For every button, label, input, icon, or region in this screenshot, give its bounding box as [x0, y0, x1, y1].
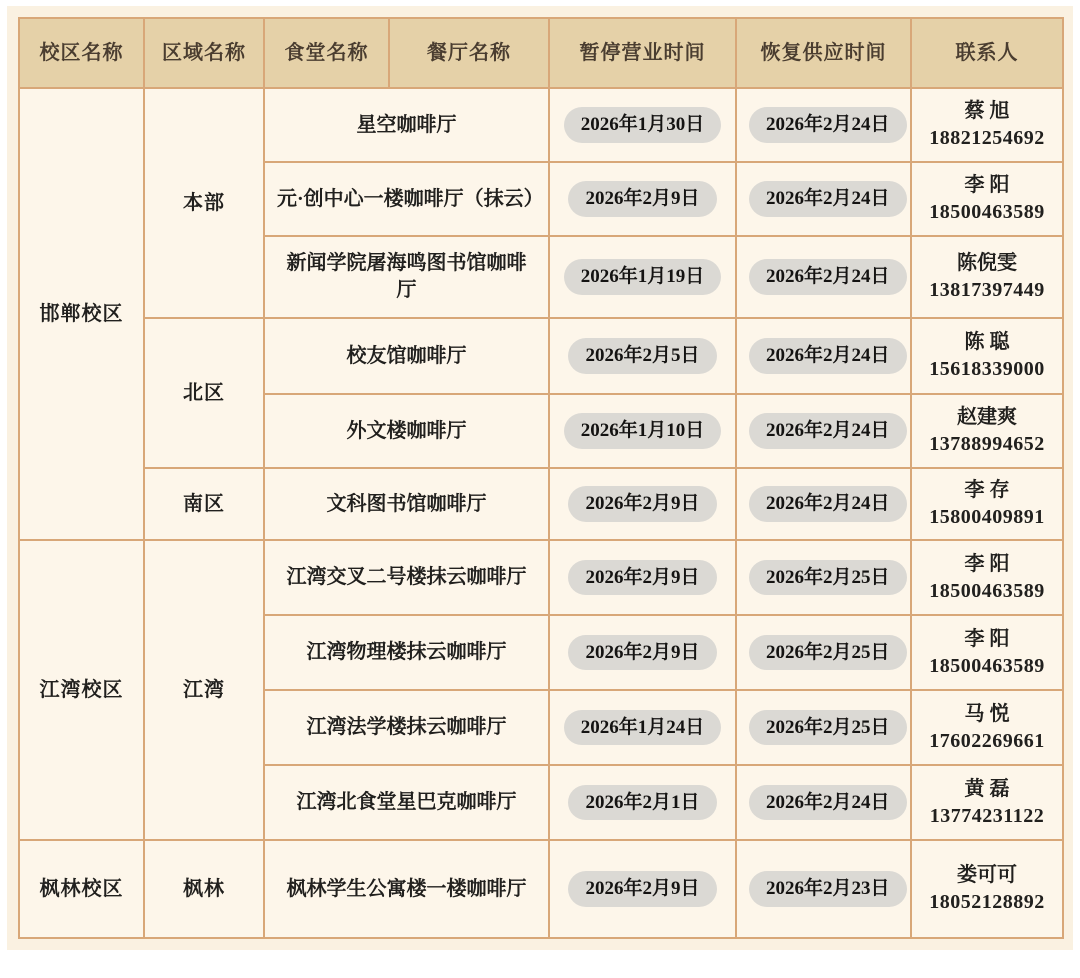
- table-row: [19, 468, 1063, 540]
- suspend-date-cell: [549, 765, 736, 840]
- campus-cell-fenglin: 枫林校区: [19, 840, 144, 938]
- suspend-date-badge: 2026年1月24日: [564, 710, 722, 746]
- contact-phone: 13817397449: [929, 279, 1045, 301]
- contact-name: 李 阳: [964, 627, 1010, 650]
- suspend-date-badge: 2026年2月9日: [568, 560, 716, 596]
- suspend-date-badge: 2026年2月9日: [568, 635, 716, 671]
- resume-date-cell: [736, 690, 911, 765]
- header-restaurant-name: 餐厅名称: [389, 18, 549, 88]
- area-cell-beiqu: 北区: [144, 318, 264, 468]
- resume-date-badge: 2026年2月24日: [749, 486, 907, 522]
- contact-cell: [911, 394, 1063, 468]
- table-row: [19, 540, 1063, 615]
- campus-cell-handan: 邯郸校区: [19, 88, 144, 540]
- resume-date-cell: [736, 615, 911, 690]
- resume-date-badge: 2026年2月23日: [749, 871, 907, 907]
- contact-name: 赵建爽: [957, 406, 1017, 428]
- suspend-date-badge: 2026年2月9日: [568, 486, 716, 522]
- resume-date-cell: [736, 840, 911, 938]
- area-cell-fenglin: 枫林: [144, 840, 264, 938]
- contact-phone: 17602269661: [929, 729, 1045, 752]
- area-cell-jiangwan: 江湾: [144, 540, 264, 840]
- table-row: [19, 840, 1063, 938]
- area-cell-benbu: 本部: [144, 88, 264, 318]
- contact-name: 陈 聪: [964, 331, 1010, 353]
- contact-cell: [911, 88, 1063, 162]
- contact-phone: 15618339000: [929, 358, 1045, 380]
- contact-name: 陈倪雯: [957, 252, 1017, 274]
- suspend-date-cell: [549, 236, 736, 318]
- contact-phone: 13774231122: [929, 804, 1045, 827]
- resume-date-badge: 2026年2月24日: [749, 181, 907, 217]
- contact-cell: [911, 615, 1063, 690]
- campus-cell-jiangwan: 江湾校区: [19, 540, 144, 840]
- area-cell-nanqu: 南区: [144, 468, 264, 540]
- resume-date-badge: 2026年2月25日: [749, 635, 907, 671]
- contact-cell: [911, 468, 1063, 540]
- contact-phone: 18500463589: [929, 201, 1045, 223]
- header-row: [19, 18, 1063, 88]
- contact-cell: [911, 236, 1063, 318]
- resume-date-cell: [736, 88, 911, 162]
- table-row: [19, 318, 1063, 394]
- suspend-date-badge: 2026年2月5日: [568, 338, 716, 374]
- resume-date-badge: 2026年2月24日: [749, 338, 907, 374]
- resume-date-badge: 2026年2月25日: [749, 560, 907, 596]
- restaurant-cell: 星空咖啡厅: [264, 88, 549, 162]
- suspend-date-badge: 2026年1月30日: [564, 107, 722, 143]
- restaurant-cell: 江湾北食堂星巴克咖啡厅: [264, 765, 549, 840]
- restaurant-cell: 文科图书馆咖啡厅: [264, 468, 549, 540]
- suspend-date-cell: [549, 162, 736, 236]
- resume-date-cell: [736, 162, 911, 236]
- suspend-date-cell: [549, 615, 736, 690]
- contact-name: 李 阳: [964, 174, 1010, 196]
- restaurant-cell: 校友馆咖啡厅: [264, 318, 549, 394]
- restaurant-cell: 江湾交叉二号楼抹云咖啡厅: [264, 540, 549, 615]
- suspend-date-badge: 2026年1月10日: [564, 413, 722, 449]
- contact-name: 娄可可: [957, 864, 1017, 886]
- suspend-date-cell: [549, 394, 736, 468]
- contact-cell: [911, 162, 1063, 236]
- contact-name: 李 存: [964, 479, 1010, 501]
- suspend-date-badge: 2026年2月9日: [568, 181, 716, 217]
- contact-name: 马 悦: [964, 702, 1010, 725]
- restaurant-cell: 新闻学院屠海鸣图书馆咖啡厅: [264, 236, 549, 318]
- contact-phone: 18500463589: [929, 654, 1045, 677]
- table-canvas: [7, 6, 1073, 950]
- suspend-date-cell: [549, 690, 736, 765]
- header-area-name: 区域名称: [144, 18, 264, 88]
- header-contact: 联系人: [911, 18, 1063, 88]
- contact-cell: [911, 840, 1063, 938]
- resume-date-cell: [736, 394, 911, 468]
- suspend-date-cell: [549, 468, 736, 540]
- resume-date-badge: 2026年2月24日: [749, 785, 907, 821]
- resume-date-cell: [736, 318, 911, 394]
- suspend-date-cell: [549, 840, 736, 938]
- contact-name: 李 阳: [964, 552, 1010, 575]
- suspend-date-badge: 2026年1月19日: [564, 259, 722, 295]
- resume-date-badge: 2026年2月24日: [749, 413, 907, 449]
- contact-cell: [911, 690, 1063, 765]
- restaurant-cell: 外文楼咖啡厅: [264, 394, 549, 468]
- suspend-date-cell: [549, 318, 736, 394]
- contact-name: 黄 磊: [964, 777, 1010, 800]
- contact-name: 蔡 旭: [964, 100, 1010, 122]
- header-campus-name: 校区名称: [19, 18, 144, 88]
- resume-date-cell: [736, 236, 911, 318]
- suspend-date-badge: 2026年2月1日: [568, 785, 716, 821]
- contact-phone: 18821254692: [929, 127, 1045, 149]
- suspend-date-cell: [549, 88, 736, 162]
- contact-phone: 15800409891: [929, 506, 1045, 528]
- header-suspend-time: 暂停营业时间: [549, 18, 736, 88]
- resume-date-badge: 2026年2月24日: [749, 107, 907, 143]
- contact-cell: [911, 765, 1063, 840]
- header-canteen-name: 食堂名称: [264, 18, 389, 88]
- restaurant-cell: 江湾法学楼抹云咖啡厅: [264, 690, 549, 765]
- resume-date-cell: [736, 765, 911, 840]
- table-row: [19, 88, 1063, 162]
- resume-date-badge: 2026年2月25日: [749, 710, 907, 746]
- closure-schedule-table: [18, 17, 1064, 939]
- contact-phone: 13788994652: [929, 433, 1045, 455]
- contact-cell: [911, 540, 1063, 615]
- contact-phone: 18500463589: [929, 579, 1045, 602]
- resume-date-cell: [736, 540, 911, 615]
- restaurant-cell: 江湾物理楼抹云咖啡厅: [264, 615, 549, 690]
- resume-date-cell: [736, 468, 911, 540]
- contact-phone: 18052128892: [929, 891, 1045, 913]
- restaurant-cell: 枫林学生公寓楼一楼咖啡厅: [264, 840, 549, 938]
- suspend-date-cell: [549, 540, 736, 615]
- resume-date-badge: 2026年2月24日: [749, 259, 907, 295]
- suspend-date-badge: 2026年2月9日: [568, 871, 716, 907]
- restaurant-cell: 元·创中心一楼咖啡厅（抹云）: [264, 162, 549, 236]
- contact-cell: [911, 318, 1063, 394]
- header-resume-time: 恢复供应时间: [736, 18, 911, 88]
